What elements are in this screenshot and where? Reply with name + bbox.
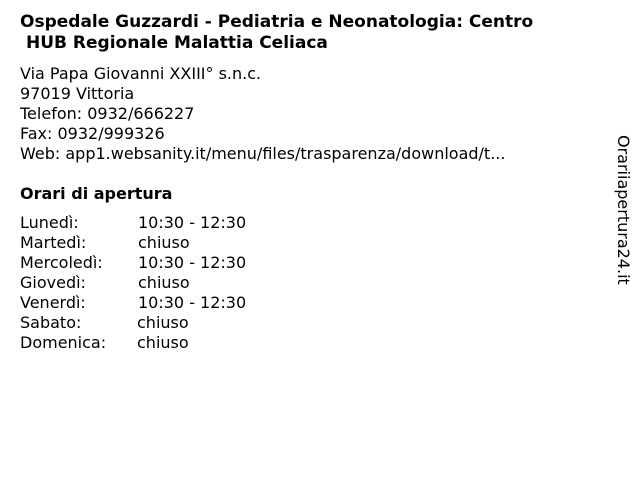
day-label: Lunedì: (20, 213, 79, 232)
time-value: chiuso (138, 273, 190, 292)
day-label: Venerdì: (20, 293, 86, 312)
hours-row-wednesday (20, 253, 320, 273)
time-value: 10:30 - 12:30 (138, 213, 247, 232)
hours-row-thursday (20, 273, 320, 293)
site-watermark: Orariiapertura24.it (614, 135, 633, 285)
day-label: Sabato: (20, 313, 82, 332)
hours-row-sunday (20, 333, 320, 353)
page-title (20, 12, 620, 54)
contact-info (20, 64, 505, 164)
fax-number: Fax: 0932/999326 (20, 124, 165, 143)
time-value: 10:30 - 12:30 (138, 293, 247, 312)
day-label: Mercoledì: (20, 253, 103, 272)
day-label: Martedì: (20, 233, 87, 252)
time-value: chiuso (137, 333, 189, 352)
time-value: chiuso (138, 233, 190, 252)
opening-hours-heading: Orari di apertura (20, 184, 173, 203)
day-label: Domenica: (20, 333, 107, 352)
phone-number: Telefon: 0932/666227 (20, 104, 195, 123)
website-link[interactable]: Web: app1.websanity.it/menu/files/trasparenza/download/t... (20, 144, 506, 163)
hours-row-monday (20, 213, 320, 233)
hours-row-saturday (20, 313, 320, 333)
opening-hours-table (20, 213, 320, 353)
time-value: chiuso (137, 313, 189, 332)
city-postal: 97019 Vittoria (20, 84, 135, 103)
street-address: Via Papa Giovanni XXIII° s.n.c. (20, 64, 262, 83)
time-value: 10:30 - 12:30 (138, 253, 247, 272)
hours-row-tuesday (20, 233, 320, 253)
title-line-2: HUB Regionale Malattia Celiaca (26, 33, 328, 53)
day-label: Giovedì: (20, 273, 86, 292)
hours-row-friday (20, 293, 320, 313)
title-line-1: Ospedale Guzzardi - Pediatria e Neonatologia: Centro (20, 12, 534, 32)
